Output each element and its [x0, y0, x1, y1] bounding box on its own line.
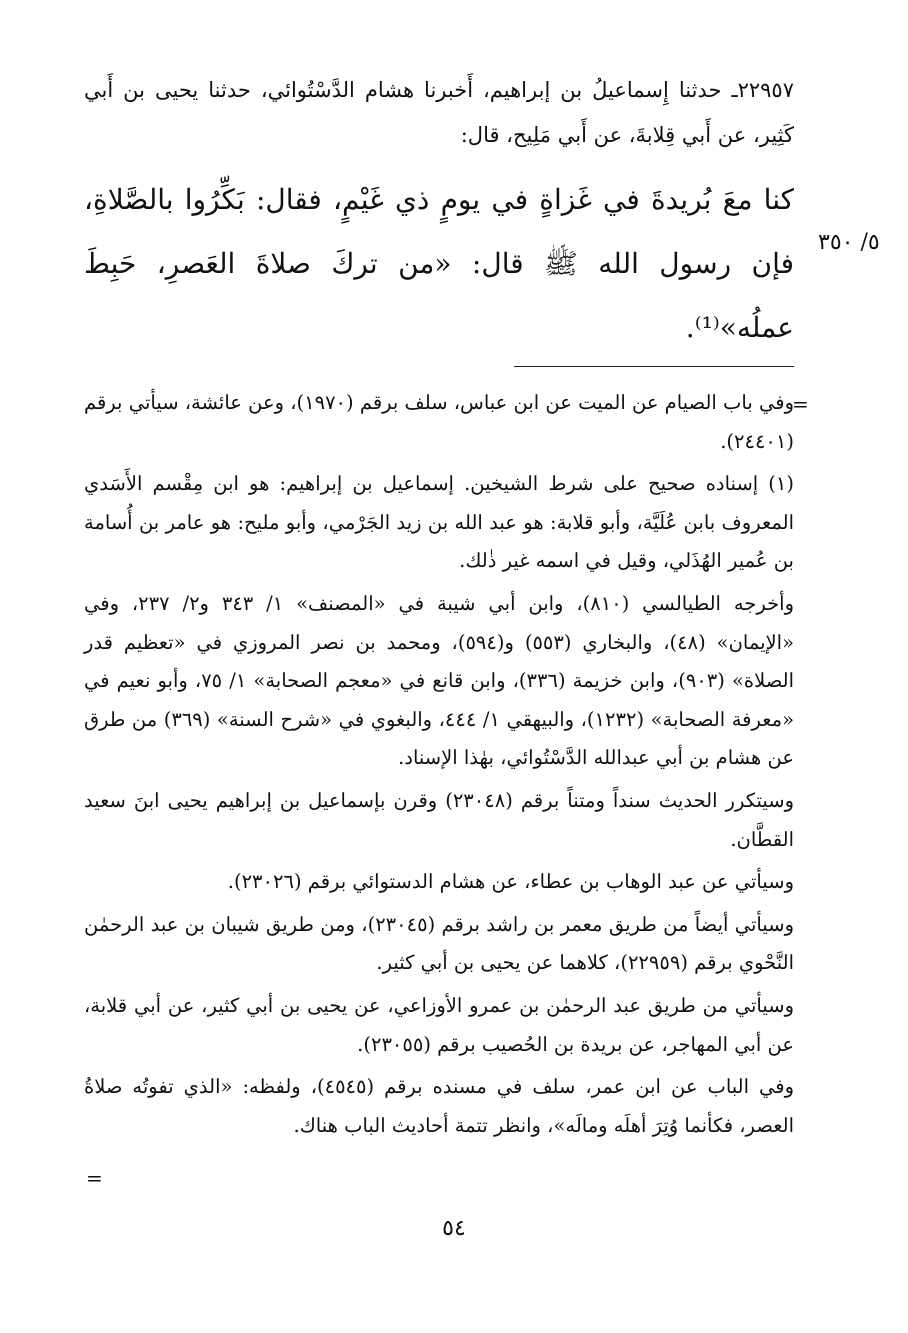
footnote-end-mark: =	[86, 1166, 103, 1190]
footnotes	[84, 384, 794, 1149]
footnote-paragraph: وسيأتي عن عبد الوهاب بن عطاء، عن هشام الدستوائي برقم (٢٣٠٢٦).	[227, 870, 794, 894]
footnote-paragraph: وسيأتي أيضاً من طريق معمر بن راشد برقم (٢٣٠٤٥)، ومن طريق شيبان بن عبد الرحمٰن النَّحْوي برقم (٢٢٩٥٩)، كلاهما عن يحيى بن أبي كثير.	[84, 912, 794, 975]
hadith-matn: كنا معَ بُريدةَ في غَزاةٍ في يومٍ ذي غَيْمٍ، فقال: بَكِّرُوا بالصَّلاةِ، فإن رسول الله ﷺ قال: «من تركَ صلاةَ العَصرِ، حَبِطَ عملُه»⁽¹⁾.	[84, 183, 794, 344]
footnote-paragraph: وفي الباب عن ابن عمر، سلف في مسنده برقم (٤٥٤٥)، ولفظه: «الذي تفوتُه صلاةُ العصر، فكأنما وُتِرَ أهلَه ومالَه»، وانظر تتمة أحاديث الباب هناك.	[84, 1075, 794, 1137]
footnote-paragraph: وسيتكرر الحديث سنداً ومتناً برقم (٢٣٠٤٨) وقرن بإسماعيل بن إبراهيم يحيى ابنَ سعيد القطَّان.	[84, 788, 794, 851]
footnote-paragraph: وفي باب الصيام عن الميت عن ابن عباس، سلف برقم (١٩٧٠)، وعن عائشة، سيأتي برقم (٢٤٤٠١).	[84, 391, 794, 453]
page-number: ٥٤	[442, 1216, 466, 1241]
footnote-separator	[514, 366, 794, 367]
footnote-paragraph: وأخرجه الطيالسي (٨١٠)، وابن أبي شيبة في «المصنف» ١/ ٣٤٣ و٢/ ٢٣٧، وفي «الإيمان» (٤٨)، والبخاري (٥٥٣) و(٥٩٤)، ومحمد بن نصر المروزي في «تعظيم قدر الصلاة» (٩٠٣)، وابن خزيمة (٣٣٦)، وابن قانع في «معجم الصحابة» ١/ ٧٥، وأبو نعيم في «معرفة الصحابة» (١٢٣٢)، والبيهقي ١/ ٤٤٤، والبغوي في «شرح السنة» (٣٦٩) من طرق عن هشام بن أبي عبدالله الدَّسْتُوائي، بهٰذا الإسناد.	[84, 591, 795, 770]
footnote-continuation-mark: =	[792, 392, 809, 416]
margin-reference: ٥/ ٣٥٠	[818, 230, 880, 255]
footnote-paragraph: (١) إسناده صحيح على شرط الشيخين. إسماعيل بن إبراهيم: هو ابن مِقْسم الأَسَدي المعروف بابن عُلَيَّة، وأبو قلابة: هو عبد الله بن زيد الجَرْمي، وأبو مليح: هو عامر بن أُسامة بن عُمير الهُذَلي، وقيل في اسمه غير ذٰلك.	[84, 472, 794, 573]
hadith-isnad: ٢٢٩٥٧ـ حدثنا إِسماعيلُ بن إبراهيم، أَخبرنا هشام الدَّسْتُوائي، حدثنا يحيى بن أَبي كَثِير، عن أَبي قِلابةَ، عن أَبي مَلِيح، قال:	[84, 78, 794, 147]
footnote-paragraph: وسيأتي من طريق عبد الرحمٰن بن عمرو الأوزاعي، عن يحيى بن أبي كثير، عن أبي قلابة، عن أبي المهاجر، عن بريدة بن الحُصيب برقم (٢٣٠٥٥).	[84, 993, 794, 1056]
